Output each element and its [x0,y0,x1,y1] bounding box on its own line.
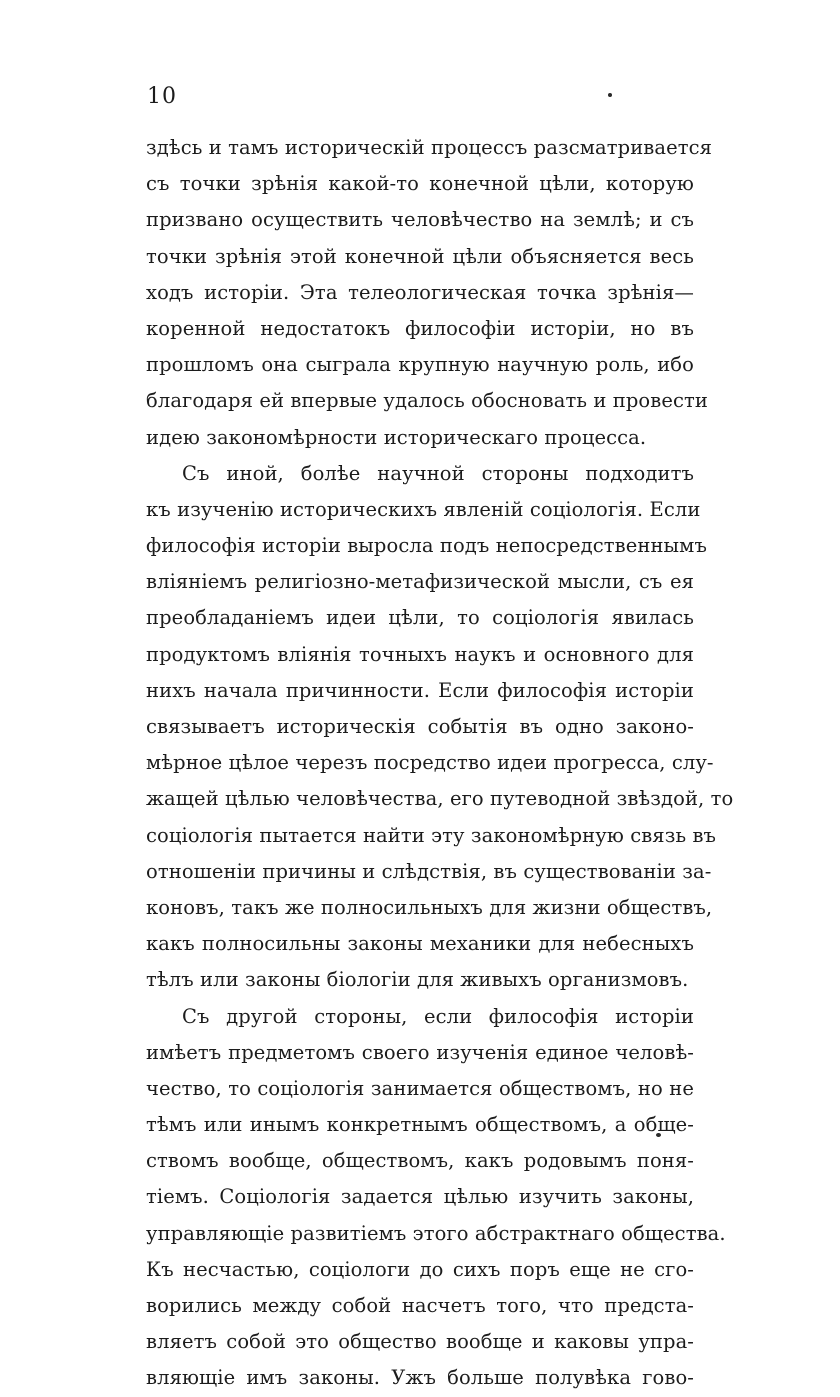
text-line: тіемъ. Соціологія задается цѣлью изучить законы, [146,1185,694,1209]
text-line: вляетъ собой это общество вообще и каковы упра- [146,1330,694,1354]
text-line: связываетъ историческія событія въ одно законо- [146,715,694,738]
text-line: призвано осуществить человѣчество на землѣ; и съ [146,208,694,232]
text-line: съ точки зрѣнія какой-то конечной цѣли, которую [146,172,694,196]
text-line: соціологія пытается найти эту закономѣрную связь въ [146,823,717,847]
text-line: ствомъ вообще, обществомъ, какъ родовымъ поня- [146,1149,694,1173]
text-line: коренной недостатокъ философіи исторіи, но въ [146,316,694,340]
text-line: ворились между собой насчетъ того, что предста- [146,1294,694,1317]
text-line: Къ несчастью, соціологи до сихъ поръ еще не сго- [146,1257,694,1281]
text-line: ходъ исторіи. Эта телеологическая точка зрѣнія— [146,280,694,304]
text-line: коновъ, такъ же полносильныхъ для жизни обществъ, [146,895,713,919]
text-line: философія исторіи выросла подъ непосредственнымъ [146,534,707,558]
text-line: Съ иной, болѣе научной стороны подходитъ [182,461,694,485]
ink-speck [608,93,612,97]
text-line: чество, то соціологія занимается обществомъ, но не [146,1076,694,1100]
text-line: вляющіе имъ законы. Ужъ больше полувѣка гово- [146,1366,694,1390]
text-line: имѣетъ предметомъ своего изученія единое человѣ- [146,1040,694,1064]
text-line: къ изученію историческихъ явленій соціологія. Если [146,497,701,521]
text-line: управляющіе развитіемъ этого абстрактнаго общества. [146,1221,726,1245]
text-line: мѣрное цѣлое черезъ посредство идеи прогресса, слу- [146,751,714,775]
text-line: преобладаніемъ идеи цѣли, то соціологія явилась [146,606,694,630]
text-line: точки зрѣнія этой конечной цѣли объясняется весь [146,244,694,268]
body-text [146,130,734,1397]
text-line: отношеніи причины и слѣдствія, въ существованіи за- [146,859,712,883]
text-line: продуктомъ вліянія точныхъ наукъ и основного для [146,642,694,666]
text-line: здѣсь и тамъ историческій процессъ разсматривается [146,136,713,159]
text-line: тѣмъ или инымъ конкретнымъ обществомъ, а обще- [146,1113,694,1137]
text-line: тѣлъ или законы біологіи для живыхъ организмовъ. [146,968,689,992]
text-line: вліяніемъ религіозно-метафизической мысли, съ ея [146,570,694,594]
text-line: идею закономѣрности историческаго процесса. [146,425,647,449]
text-line: нихъ начала причинности. Если философія исторіи [146,678,694,702]
text-line: какъ полносильны законы механики для небесныхъ [146,932,694,956]
text-line: жащей цѣлью человѣчества, его путеводной звѣздой, то [146,787,734,811]
text-line: благодаря ей впервые удалось обосновать и провести [146,389,708,413]
text-line: прошломъ она сыграла крупную научную роль, ибо [146,353,694,377]
text-line: Съ другой стороны, если философія исторіи [182,1004,694,1028]
page-number: 10 [147,84,177,109]
